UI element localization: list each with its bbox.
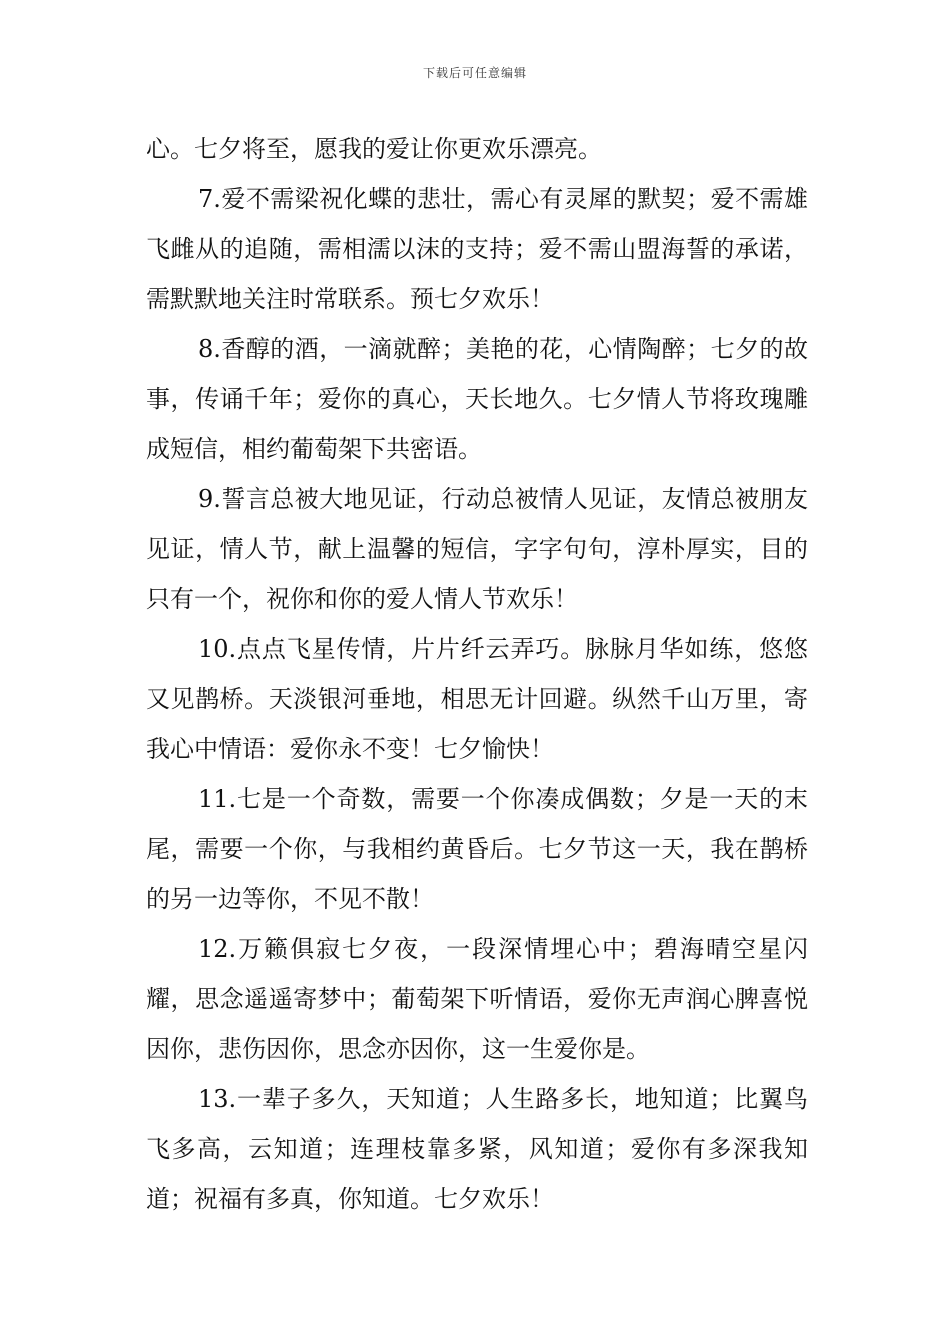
paragraph-item-13: 13.一辈子多久，天知道；人生路多长，地知道；比翼鸟飞多高，云知道；连理枝靠多紧，风知道；爱你有多深我知道；祝福有多真，你知道。七夕欢乐！: [146, 1085, 808, 1213]
paragraph-item-10: 10.点点飞星传情，片片纤云弄巧。脉脉月华如练，悠悠又见鹊桥。天淡银河垂地，相思无计回避。纵然千山万里，寄我心中情语：爱你永不变！七夕愉快！: [146, 635, 808, 763]
paragraph-item-11: 11.七是一个奇数，需要一个你凑成偶数；夕是一天的末尾，需要一个你，与我相约黄昏后。七夕节这一天，我在鹊桥的另一边等你，不见不散！: [146, 785, 808, 913]
paragraph-item-12: 12.万籁俱寂七夕夜，一段深情埋心中；碧海晴空星闪耀，思念遥遥寄梦中；葡萄架下听情语，爱你无声润心脾喜悦因你，悲伤因你，思念亦因你，这一生爱你是。: [146, 935, 808, 1063]
paragraph-item-8: 8.香醇的酒，一滴就醉；美艳的花，心情陶醉；七夕的故事，传诵千年；爱你的真心，天长地久。七夕情人节将玫瑰雕成短信，相约葡萄架下共密语。: [146, 335, 808, 463]
document-body: [146, 124, 808, 1224]
paragraph-item-7: 7.爱不需梁祝化蝶的悲壮，需心有灵犀的默契；爱不需雄飞雌从的追随，需相濡以沫的支持；爱不需山盟海誓的承诺，需默默地关注时常联系。预七夕欢乐！: [146, 185, 808, 313]
paragraph-continuation: 心。七夕将至，愿我的爱让你更欢乐漂亮。: [146, 135, 602, 163]
paragraph-item-9: 9.誓言总被大地见证，行动总被情人见证，友情总被朋友见证，情人节，献上温馨的短信，字字句句，淳朴厚实，目的只有一个，祝你和你的爱人情人节欢乐！: [146, 485, 808, 613]
page-header: 下载后可任意编辑: [422, 66, 527, 80]
